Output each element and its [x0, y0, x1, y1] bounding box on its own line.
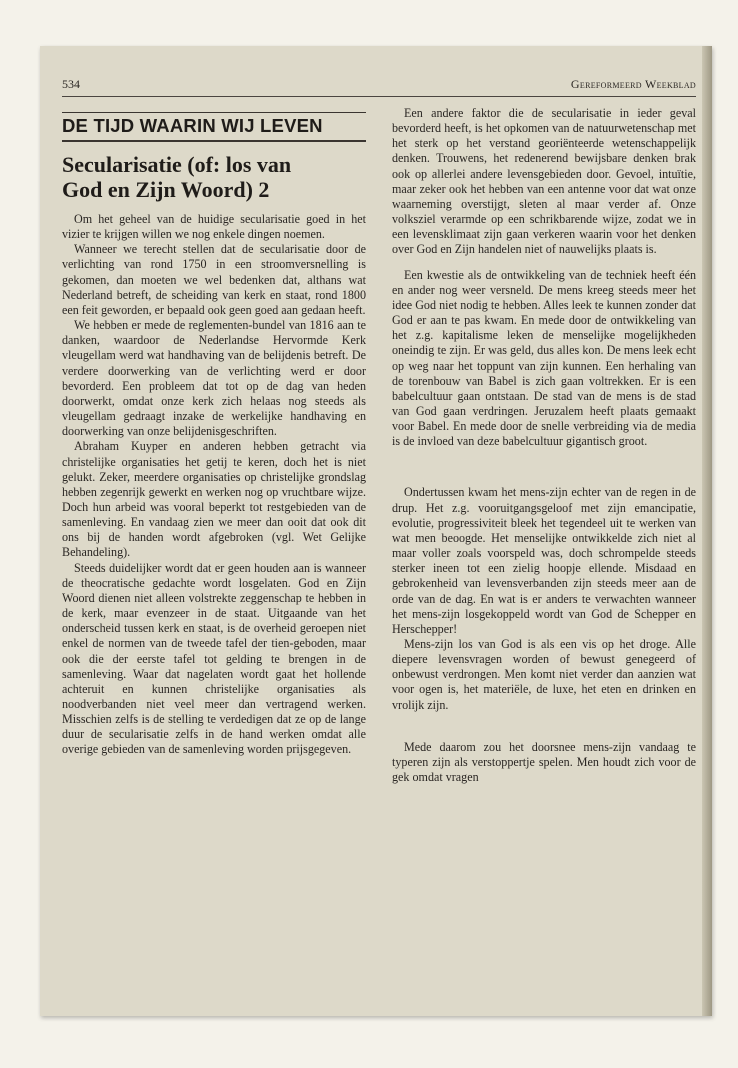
- page-number: 534: [62, 77, 80, 91]
- article-title: [62, 152, 366, 202]
- paragraph: Om het geheel van de huidige secularisatie goed in het vizier te krijgen willen we nog enkele dingen noemen.: [62, 212, 366, 242]
- paragraph: Mens-zijn los van God is als een vis op het droge. Alle diepere levensvragen worden of bewust genegeerd of onbewust verdrongen. Men komt niet verder dan aanzien wat voor ogen is, het materiële, de luxe, het eten en drinken en vrolijk zijn.: [392, 637, 696, 712]
- right-column: [392, 106, 696, 785]
- running-header: [62, 76, 696, 97]
- paragraph: We hebben er mede de reglementen-bundel van 1816 aan te danken, waardoor de Nederlandse Hervormde Kerk vleugellam werd wat handhaving van de belijdenis betreft. De verdere doorwerking van de verlichting werd er door bevorderd. Een probleem dat tot op de dag van heden doorwerkt, omdat onze kerk zich helaas nog steeds als vleugellam gedraagt inzake de werkelijke handhaving en doorwerking van onze belijdenisgeschriften.: [62, 318, 366, 439]
- article-title-line: Secularisatie (of: los van: [62, 152, 292, 177]
- page-edge: [702, 46, 712, 1016]
- paragraph: Mede daarom zou het doorsnee mens-zijn vandaag te typeren zijn als verstoppertje spelen. Men houdt zich voor de gek omdat vragen: [392, 739, 696, 785]
- paragraph: Steeds duidelijker wordt dat er geen houden aan is wanneer de theocratische gedachte wordt losgelaten. God en Zijn Woord dienen niet alleen volstrekte zeggenschap te hebben in de kerk, maar evenzeer in de staat. Uitgaande van het onderscheid tussen kerk en staat, is de overheid geroepen niet enkel de normen van de tweede tafel der tien-geboden, maar ook die der eerste tafel tot gelding te brengen in de samenleving. Waar dat nagelaten wordt gaat het hollende achteruit en kunnen christelijke organisaties als noodverbanden niet veel meer dan vertragend werken. Misschien zelfs is de stelling te verdedigen dat ze op de lange duur de secularisatie zelfs in de hand werken omdat alle overige gebieden van de samenleving worden prijsgegeven.: [62, 560, 366, 757]
- section-title: DE TIJD WAARIN WIJ LEVEN: [62, 112, 366, 142]
- paragraph: Abraham Kuyper en anderen hebben getracht via christelijke organisaties het getij te keren, doch het is niet gelukt. Zeker, meerdere organisaties op christelijke grondslag hebben zegenrijk gewerkt en werken nog op vruchtbare wijze. Doch hun arbeid was vooral beperkt tot restgebieden van de samenleving. En vandaag zien we meer dan ooit dat ook dit ons bij de handen wordt afgebroken (vgl. Wet Gelijke Behandeling).: [62, 439, 366, 560]
- magazine-page: [40, 46, 712, 1016]
- paragraph: Een andere faktor die de secularisatie in ieder geval bevorderd heeft, is het opkomen van de natuurwetenschap met het sterk op het verstand georiënteerde wetenschappelijk denken. Trouwens, het redenerend bewijsbare denken brak ook op allerlei andere levensgebieden door. Gevoel, intuïtie, maar zeker ook het hebben van een antenne voor dat wat onze waarneming overstijgt, sleten al maar verder af. Onze volksziel verarmde op een schrikbarende wijze, zodat we in een levensklimaat zijn gaan verkeren waarin voor het denken over God en Zijn handelen niet of nauwelijks plaats is.: [392, 106, 696, 257]
- publication-name: Gereformeerd Weekblad: [570, 77, 696, 91]
- paragraph: Ondertussen kwam het mens-zijn echter van de regen in de drup. Het z.g. vooruitgangsgeloof met zijn emancipatie, evolutie, progressiviteit bleek het tegendeel uit te werken van wat men beoogde. Het menselijke ontwikkelde zich niet al maar voller zoals voorspeld was, doch schrompelde steeds sterker ineen tot een zielig hoopje ellende. Misdaad en gebrokenheid van levensverbanden zijn steeds meer aan de orde van de dag. En wat is er anders te verwachten wanneer het mens-zijn losgekoppeld wordt van God de Schepper en Herschepper!: [392, 485, 696, 636]
- left-column: [62, 106, 366, 758]
- paragraph: Een kwestie als de ontwikkeling van de techniek heeft één en ander nog weer versneld. De mens kreeg steeds meer het idee God niet nodig te hebben. Alles leek te kunnen zonder dat God er aan te pas kwam. En mede door de ontwikkeling van het z.g. kapitalisme leken de menselijke mogelijkheden oneindig te zijn. Er was geld, dus alles kon. De mens leek echt op weg naar het toppunt van zijn kunnen. Een herhaling van de torenbouw van Babel is zich gaan voltrekken. Er is een babelcultuur gaan ontstaan. De stad van de mens is de stad van God gaan verdringen. Jeruzalem heeft plaats gemaakt voor Babel. En mede door de snelle verbreiding via de media is de invloed van deze babelcultuur gigantisch groot.: [392, 267, 696, 449]
- article-title-line: God en Zijn Woord) 2: [62, 177, 270, 202]
- paragraph: Wanneer we terecht stellen dat de secularisatie door de verlichting van rond 1750 in een stroomversnelling is gekomen, dan moeten we wel bedenken dat, althans wat Nederland betreft, de scheiding van kerk en staat, rond 1800 een feit geworden, er bepaald ook geen goed aan gedaan heeft.: [62, 242, 366, 317]
